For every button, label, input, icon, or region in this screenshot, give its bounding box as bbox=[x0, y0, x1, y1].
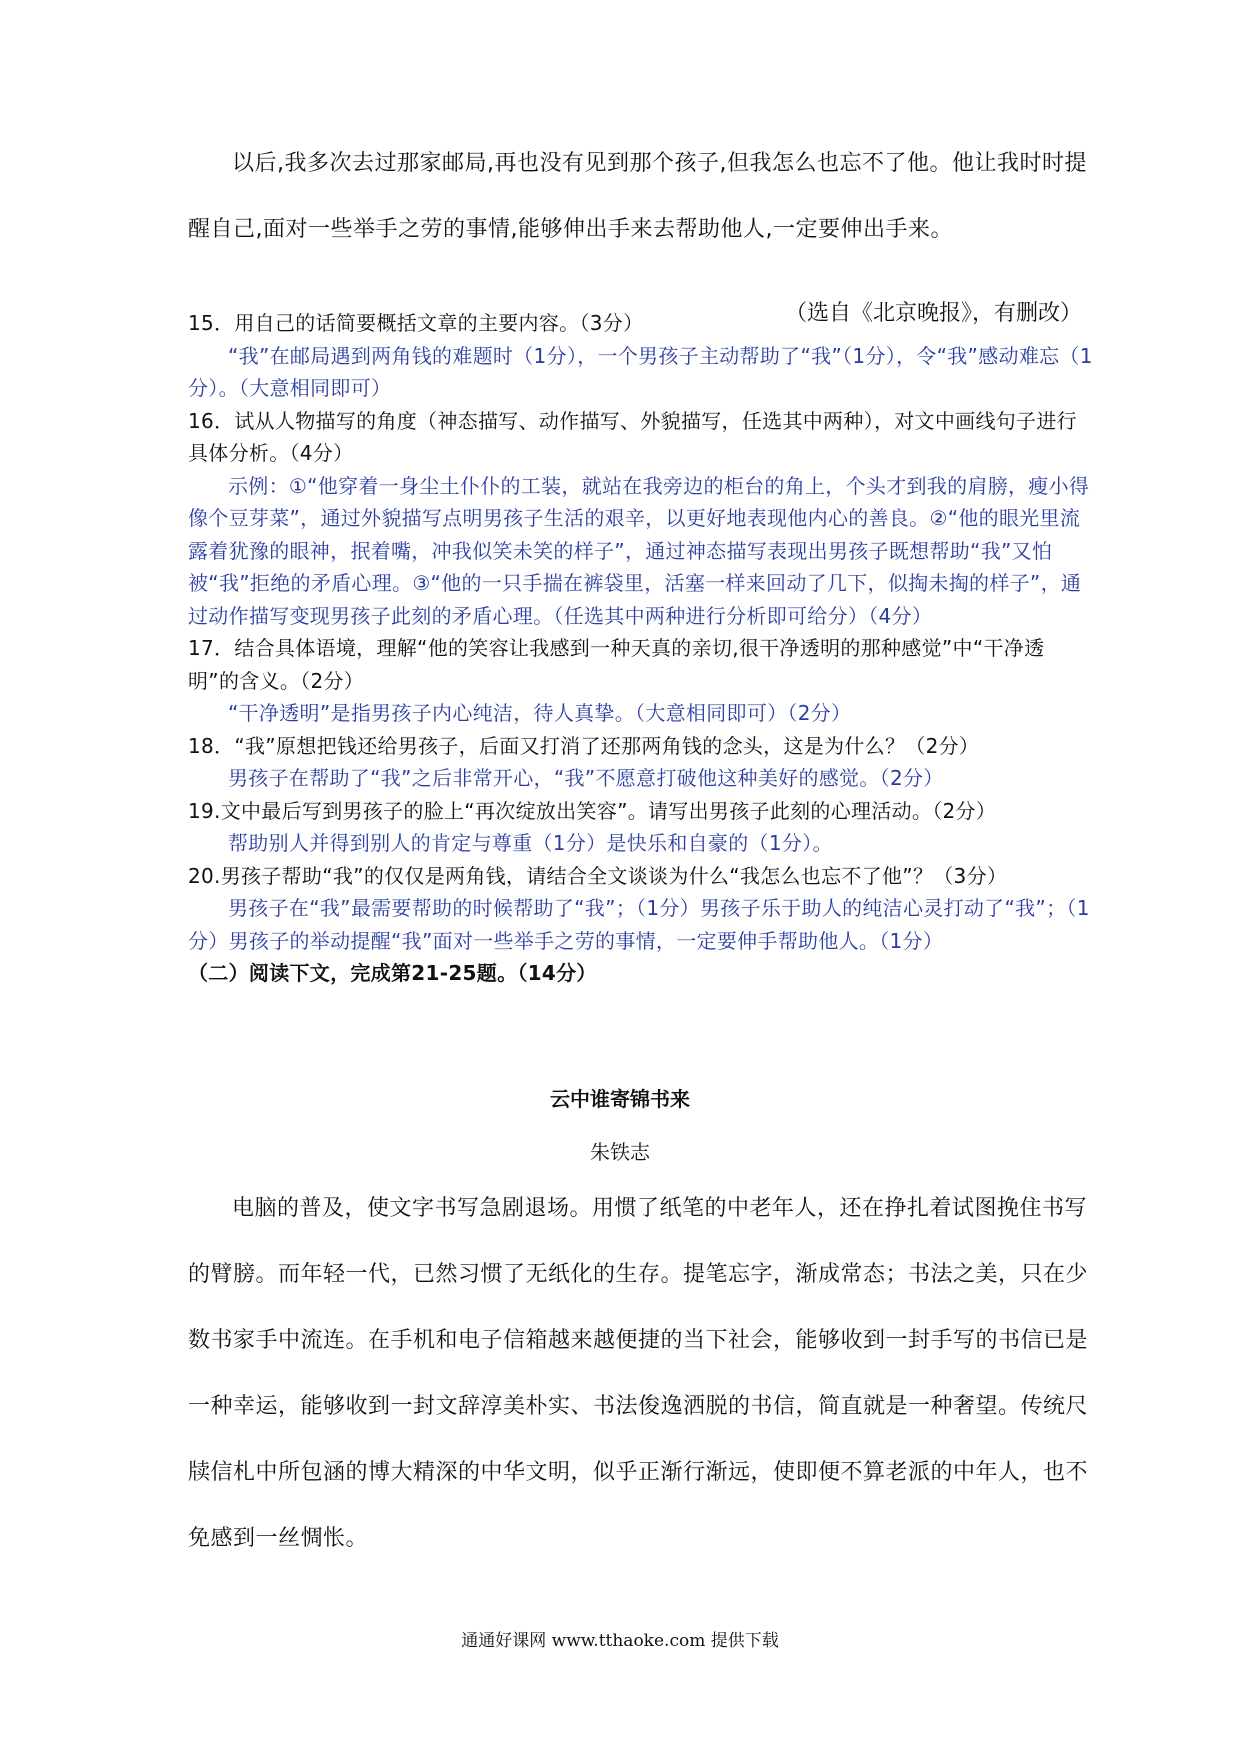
question-20: 20.男孩子帮助“我”的仅仅是两角钱，请结合全文谈谈为什么“我怎么也忘不了他”？（3分） bbox=[188, 863, 1008, 888]
article-paragraph-1: 电脑的普及，使文字书写急剧退场。用惯了纸笔的中老年人，还在挣扎着试图挽住书写的臂膀。而年轻一代，已然习惯了无纸化的生存。提笔忘字，渐成常态；书法之美，只在少数书家手中流连。在手机和电子信箱越来越便捷的当下社会，能够收到一封手写的书信已是一种幸运，能够收到一封文辞淳美朴实、书法俊逸洒脱的书信，简直就是一种奢望。传统尺牍信札中所包涵的博大精深的中华文明，似乎正渐行渐远，使即便不算老派的中年人，也不免感到一丝惆怅。 bbox=[188, 1196, 1089, 1551]
section-heading: （二）阅读下文，完成第21-25题。（14分） bbox=[188, 961, 597, 985]
question-19: 19.文中最后写到男孩子的脸上“再次绽放出笑容”。请写出男孩子此刻的心理活动。（2分） bbox=[188, 798, 997, 823]
article-title: 云中谁寄锦书来 bbox=[550, 1087, 690, 1111]
article-source: （选自《北京晚报》，有删改） bbox=[784, 301, 1082, 326]
article-author: 朱铁志 bbox=[590, 1140, 650, 1164]
question-18: 18．“我”原想把钱还给男孩子，后面又打消了还那两角钱的念头，这是为什么？（2分） bbox=[188, 733, 980, 758]
page-footer: 通通好课网 www.tthaoke.com 提供下载 bbox=[461, 1631, 779, 1651]
answer-19: 帮助别人并得到别人的肯定与尊重（1分）是快乐和自豪的（1分）。 bbox=[228, 831, 833, 855]
question-15: 15．用自己的话简要概括文章的主要内容。（3分） bbox=[188, 311, 644, 335]
story-ending-paragraph: 以后,我多次去过那家邮局,再也没有见到那个孩子,但我怎么也忘不了他。他让我时时提醒自己,面对一些举手之劳的事情,能够伸出手来去帮助他人,一定要伸出手来。 bbox=[188, 151, 1087, 242]
answer-17: “干净透明”是指男孩子内心纯洁，待人真挚。（大意相同即可）（2分） bbox=[228, 701, 852, 725]
answer-20: 男孩子在“我”最需要帮助的时候帮助了“我”；（1分）男孩子乐于助人的纯洁心灵打动了“我”；（1分）男孩子的举动提醒“我”面对一些举手之劳的事情，一定要伸手帮助他人。（1分） bbox=[188, 896, 1090, 953]
question-17: 17．结合具体语境，理解“他的笑容让我感到一种天真的亲切,很干净透明的那种感觉”中“干净透明”的含义。（2分） bbox=[188, 636, 1045, 693]
answer-18: 男孩子在帮助了“我”之后非常开心，“我”不愿意打破他这种美好的感觉。（2分） bbox=[228, 766, 944, 790]
answer-16: 示例：①“他穿着一身尘土仆仆的工装，就站在我旁边的柜台的角上，个头才到我的肩膀，瘦小得像个豆芽菜”，通过外貌描写点明男孩子生活的艰辛，以更好地表现他内心的善良。②“他的眼光里流露着犹豫的眼神，抿着嘴，冲我似笑未笑的样子”，通过神态描写表现出男孩子既想帮助“我”又怕被“我”拒绝的矛盾心理。③“他的一只手揣在裤袋里，活塞一样来回动了几下，似掏未掏的样子”，通过动作描写变现男孩子此刻的矛盾心理。（任选其中两种进行分析即可给分）（4分） bbox=[188, 473, 1090, 628]
question-list bbox=[188, 307, 1093, 990]
question-16: 16．试从人物描写的角度（神态描写、动作描写、外貌描写，任选其中两种），对文中画线句子进行具体分析。（4分） bbox=[188, 408, 1077, 465]
answer-15: “我”在邮局遇到两角钱的难题时（1分），一个男孩子主动帮助了“我”（1分），令“我”感动难忘（1分）。（大意相同即可） bbox=[188, 343, 1093, 400]
